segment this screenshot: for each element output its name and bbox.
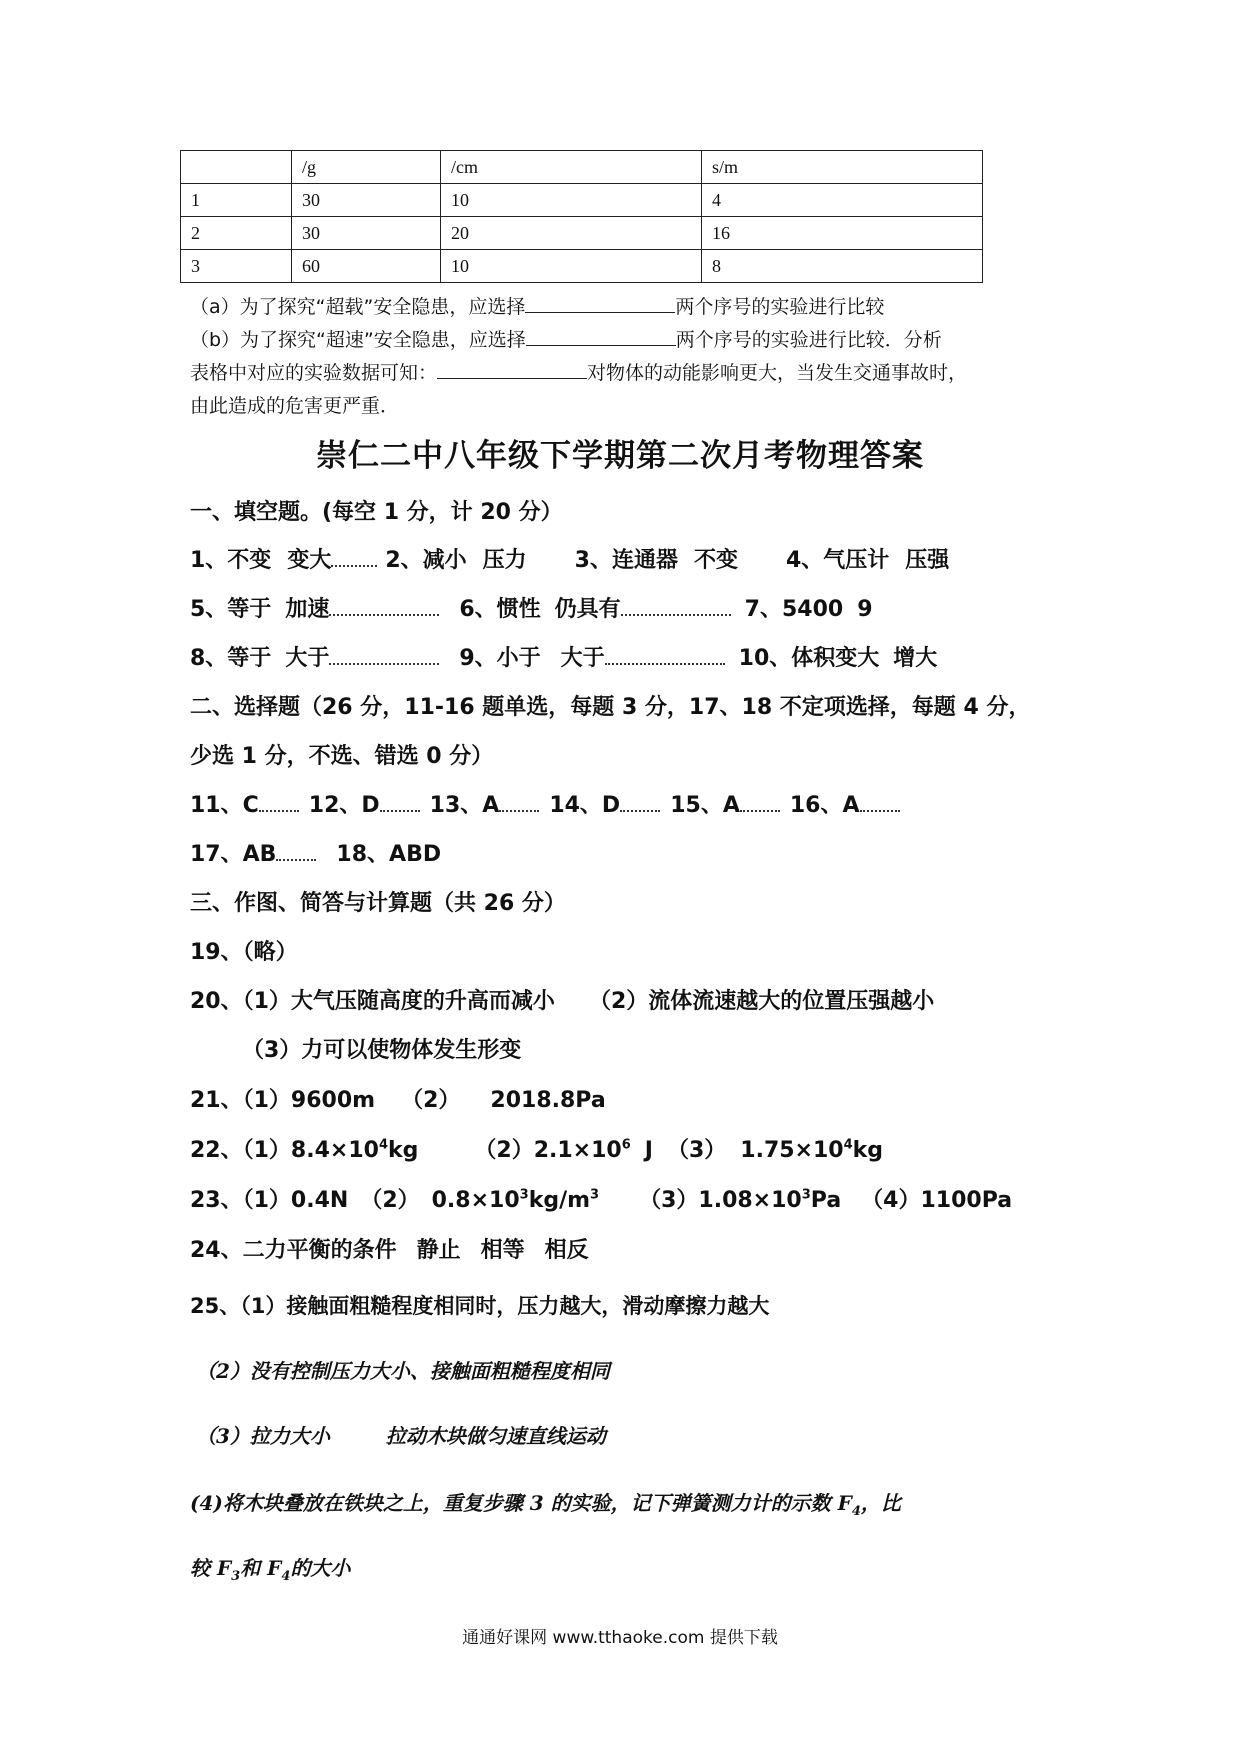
question-b2-text: 表格中对应的实验数据可知： [190,362,438,384]
exponent: 3 [801,1187,811,1203]
answer-25-line-4 [190,1487,901,1519]
answer-text: J [644,1138,653,1163]
answer-text: 不变 [693,548,738,573]
exponent: 3 [519,1187,529,1203]
table-cell: 3 [181,250,292,283]
answer-text: 0.8×10 [431,1188,520,1213]
fill-answers-line-3 [190,641,937,672]
table-cell: 8 [702,250,983,283]
answer-blank [437,360,587,379]
answer-text: 24、二力平衡的条件 [190,1238,397,1263]
subscript: 4 [851,1504,861,1519]
answer-text: 17、AB [190,842,277,867]
answer-text: 变大 [287,548,332,573]
answer-text: （3） [666,1138,727,1163]
page-title: 崇仁二中八年级下学期第二次月考物理答案 [316,438,924,474]
answer-text: kg [388,1138,419,1163]
section-heading-3: 三、作图、简答与计算题（共 26 分） [190,891,566,916]
answer-text: 23、（1）0.4N [190,1188,349,1213]
choice-answers-line-1 [190,788,900,819]
answer-text: kg/m [528,1188,591,1213]
answer-blank [526,327,676,346]
table-cell: 20 [441,217,702,250]
answer-text: 4、气压计 [785,548,890,573]
section-heading-1: 一、填空题。(每空 1 分，计 20 分） [190,500,563,525]
answer-text: 相等 [480,1238,525,1263]
answer-text: 3、连通器 [574,548,678,573]
answer-text: 压强 [905,548,950,573]
answer-22 [190,1133,883,1164]
answer-text: 拉动木块做匀速直线运动 [385,1424,606,1448]
answer-text: 7、5400 [744,597,844,622]
fill-answers-line-2 [190,592,873,623]
exponent: 3 [590,1187,600,1203]
answer-text: （2） [401,1088,461,1113]
answer-23 [190,1183,1012,1214]
answer-text: 大于 [560,646,605,671]
answer-19: 19、（略） [190,940,298,965]
page-footer: 通通好课网 www.tthaoke.com 提供下载 [462,1628,778,1648]
answer-text: 9 [857,597,873,622]
choice-answers-line-2 [190,837,441,868]
section-heading-2: 二、选择题（26 分，11-16 题单选，每题 3 分，17、18 不定项选择，每题 4 分， [190,695,1031,720]
answer-25-line-3 [196,1420,606,1449]
table-row [181,184,983,217]
answer-text: （3）拉力大小 [196,1424,330,1448]
answer-text: 和 F [240,1556,282,1580]
question-b-suffix: 两个序号的实验进行比较．分析 [675,329,942,351]
answer-text: 仍具有 [554,597,621,622]
answer-text: （2）2.1×10 [474,1138,622,1163]
answer-text: 11、C [190,793,259,818]
answer-text: 5、等于 [190,597,272,622]
question-a-text: （a）为了探究“超载”安全隐患，应选择 [190,296,526,318]
table-cell: /g [292,151,441,184]
answer-21 [190,1083,606,1114]
answer-text: 2、减小 [385,548,467,573]
answer-text: 较 F [190,1556,232,1580]
answer-20 [190,984,934,1015]
question-b-line3: 由此造成的危害更严重． [190,395,400,417]
answer-text: 8、等于 [190,646,272,671]
exponent: 4 [378,1137,388,1153]
exponent: 6 [621,1137,631,1153]
answer-25-line-2: （2）没有控制压力大小、接触面粗糙程度相同 [196,1359,610,1383]
table-cell: 60 [292,250,441,283]
answer-text: （4）1100Pa [861,1188,1013,1213]
answer-text: 20、（1）大气压随高度的升高而减小 [190,989,555,1014]
answer-text: 加速 [285,597,330,622]
answer-text: kg [852,1138,884,1163]
table-cell: 2 [181,217,292,250]
answer-text: 18、ABD [336,842,442,867]
answer-text: 6、惯性 [459,597,541,622]
answer-text: ，比 [860,1491,901,1515]
experiment-data-table [180,150,983,283]
section-heading-2-cont: 少选 1 分，不选、错选 0 分） [190,744,494,769]
question-a-suffix: 两个序号的实验进行比较 [675,296,885,318]
answer-text: 16、A [789,793,860,818]
answer-text: 15、A [670,793,740,818]
table-cell: 16 [702,217,983,250]
answer-text: 的大小 [290,1556,351,1580]
answer-text: 9、小于 [459,646,541,671]
answer-text: 静止 [416,1238,461,1263]
answer-text: 大于 [285,646,330,671]
question-b2-suffix: 对物体的动能影响更大，当发生交通事故时， [587,362,968,384]
answer-text: (4)将木块叠放在铁块之上，重复步骤 3 的实验，记下弹簧测力计的示数 F [190,1491,852,1515]
subscript: 3 [231,1569,241,1584]
question-b-line2 [190,358,967,385]
table-cell: 30 [292,184,441,217]
table-row [181,151,983,184]
table-cell: 4 [702,184,983,217]
answer-text: （2） [360,1188,420,1213]
answer-text: 增大 [893,646,938,671]
answer-20-cont: （3）力可以使物体发生形变 [242,1038,522,1063]
answer-text: 相反 [544,1238,589,1263]
fill-answers-line-1 [190,543,949,574]
table-cell: s/m [702,151,983,184]
answer-blank [525,294,675,313]
answer-text: （3）1.08×10 [639,1188,802,1213]
table-row [181,250,983,283]
answer-text: 压力 [482,548,527,573]
question-b [190,325,942,352]
answer-text: 12、D [308,793,380,818]
answer-text: 2018.8Pa [490,1088,606,1113]
table-cell [181,151,292,184]
table-cell: 30 [292,217,441,250]
answer-text: Pa [810,1188,842,1213]
exponent: 4 [843,1137,853,1153]
table-cell: 1 [181,184,292,217]
answer-text: 14、D [549,793,621,818]
answer-text: （2）流体流速越大的位置压强越小 [588,989,935,1014]
answer-text: 22、（1）8.4×10 [190,1138,379,1163]
answer-text: 21、（1）9600m [190,1088,376,1113]
subscript: 4 [281,1569,291,1584]
table-cell: /cm [441,151,702,184]
answer-text: 13、A [429,793,500,818]
answer-text: 1.75×10 [740,1138,844,1163]
question-b-text: （b）为了探究“超速”安全隐患，应选择 [190,329,526,351]
answer-text: 1、不变 [190,548,272,573]
answer-25-line-5 [190,1552,350,1584]
table-cell: 10 [441,250,702,283]
question-a [190,292,884,319]
table-cell: 10 [441,184,702,217]
answer-24 [190,1233,589,1264]
answer-text: 10、体积变大 [738,646,880,671]
answer-25-line-1: 25、（1）接触面粗糙程度相同时，压力越大，滑动摩擦力越大 [190,1294,770,1318]
table-row [181,217,983,250]
